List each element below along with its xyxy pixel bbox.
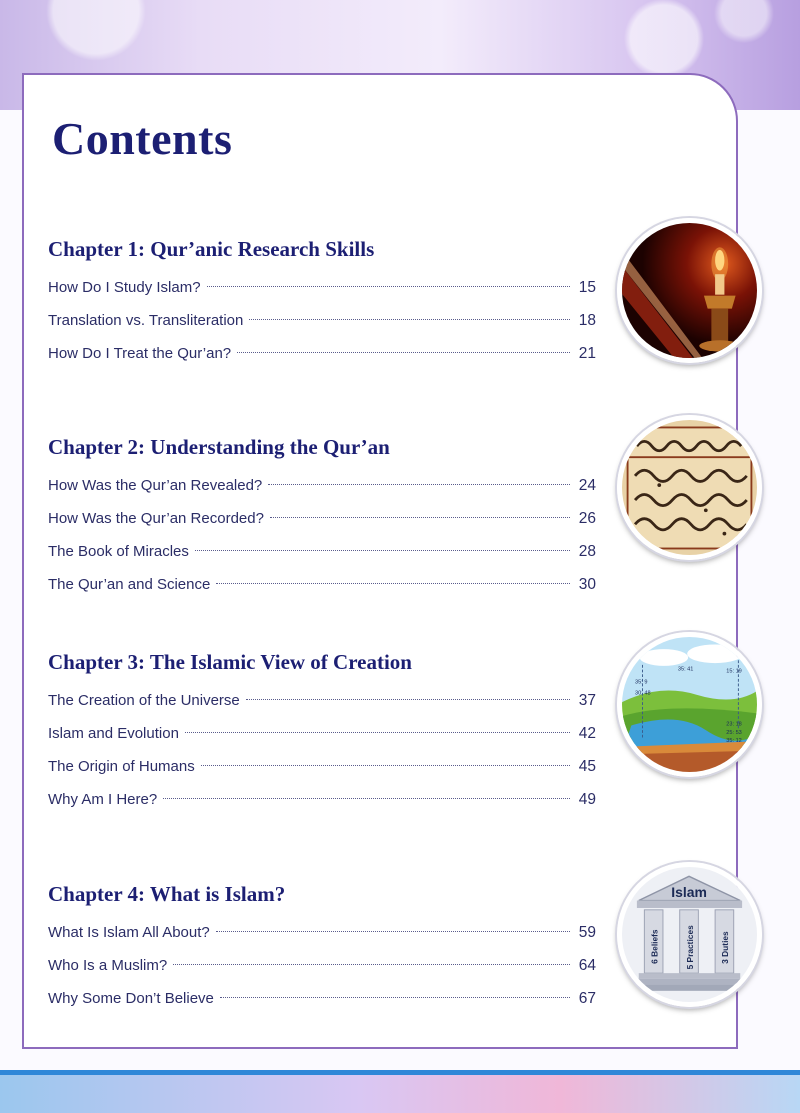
toc-entry[interactable] [48, 949, 596, 982]
entry-page-number: 21 [578, 345, 596, 362]
creation-label: 25: 53 [726, 729, 742, 736]
entry-page-number: 59 [578, 924, 596, 941]
entry-page-number: 37 [578, 692, 596, 709]
entry-title: Why Am I Here? [48, 791, 158, 808]
chapter-heading: Chapter 3: The Islamic View of Creation [48, 650, 412, 674]
entry-page-number: 28 [578, 543, 596, 560]
candle-book-image [617, 218, 762, 363]
creation-label: 35: 12 [726, 738, 742, 745]
dot-leader [249, 319, 570, 320]
entry-title: Islam and Evolution [48, 725, 179, 742]
entry-page-number: 67 [578, 990, 596, 1007]
toc-entry[interactable] [48, 717, 596, 750]
chapter-heading: Chapter 2: Understanding the Qur’an [48, 435, 390, 459]
creation-label: 23: 18 [726, 721, 742, 728]
page-title: Contents [52, 113, 233, 164]
entry-title: How Do I Treat the Qur’an? [48, 345, 232, 362]
entry-title: How Do I Study Islam? [48, 279, 201, 296]
dot-leader [173, 964, 570, 965]
entry-title: What Is Islam All About? [48, 924, 210, 941]
chapter-2 [48, 432, 596, 601]
dot-leader [201, 765, 570, 766]
toc-entry[interactable] [48, 469, 596, 502]
dot-leader [185, 732, 570, 733]
creation-label: 35: 9 [635, 679, 648, 686]
toc-entry[interactable] [48, 568, 596, 601]
entry-title: Why Some Don’t Believe [48, 990, 214, 1007]
entry-title: Translation vs. Transliteration [48, 312, 244, 329]
toc-entry[interactable] [48, 271, 596, 304]
dot-leader [207, 286, 570, 287]
entry-page-number: 15 [578, 279, 596, 296]
manuscript-image [617, 415, 762, 560]
entry-page-number: 30 [578, 576, 596, 593]
dot-leader [216, 931, 570, 932]
dot-leader [246, 699, 570, 700]
entry-title: The Qur’an and Science [48, 576, 211, 593]
chapter-heading: Chapter 1: Qur’anic Research Skills [48, 237, 375, 261]
dot-leader [220, 997, 570, 998]
chapter-3 [48, 647, 596, 816]
dot-leader [195, 550, 570, 551]
dot-leader [163, 798, 570, 799]
toc-entry[interactable] [48, 337, 596, 370]
toc-entry[interactable] [48, 684, 596, 717]
entry-title: The Creation of the Universe [48, 692, 240, 709]
entry-title: Who Is a Muslim? [48, 957, 168, 974]
creation-label: 30: 48 [635, 690, 651, 697]
toc-entry[interactable] [48, 916, 596, 949]
creation-label: 35: 41 [677, 666, 694, 673]
dot-leader [237, 352, 570, 353]
entry-title: The Origin of Humans [48, 758, 195, 775]
entry-title: How Was the Qur’an Recorded? [48, 510, 264, 527]
entry-page-number: 42 [578, 725, 596, 742]
toc-entry[interactable] [48, 535, 596, 568]
chapter-4 [48, 879, 596, 1015]
bottom-decorative-band [0, 1075, 800, 1113]
creation-landscape-image [617, 632, 762, 777]
entry-page-number: 64 [578, 957, 596, 974]
chapter-1 [48, 234, 596, 370]
pillars-roof-label: Islam [671, 883, 707, 900]
chapter-heading: Chapter 4: What is Islam? [48, 882, 286, 906]
pillar-label: 3 Duties [720, 931, 731, 964]
dot-leader [216, 583, 570, 584]
pillars-of-islam-image [617, 862, 762, 1007]
entry-title: How Was the Qur’an Revealed? [48, 477, 263, 494]
toc-entry[interactable] [48, 982, 596, 1015]
pillar-label: 6 Beliefs [649, 929, 660, 964]
creation-label: 15: 19 [726, 668, 742, 675]
entry-page-number: 45 [578, 758, 596, 775]
entry-page-number: 49 [578, 791, 596, 808]
entry-page-number: 26 [578, 510, 596, 527]
entry-page-number: 18 [578, 312, 596, 329]
toc-entry[interactable] [48, 304, 596, 337]
entry-page-number: 24 [578, 477, 596, 494]
dot-leader [268, 484, 570, 485]
pillar-label: 5 Practices [684, 925, 695, 970]
toc-entry[interactable] [48, 783, 596, 816]
entry-title: The Book of Miracles [48, 543, 189, 560]
dot-leader [270, 517, 570, 518]
toc-entry[interactable] [48, 502, 596, 535]
toc-entry[interactable] [48, 750, 596, 783]
